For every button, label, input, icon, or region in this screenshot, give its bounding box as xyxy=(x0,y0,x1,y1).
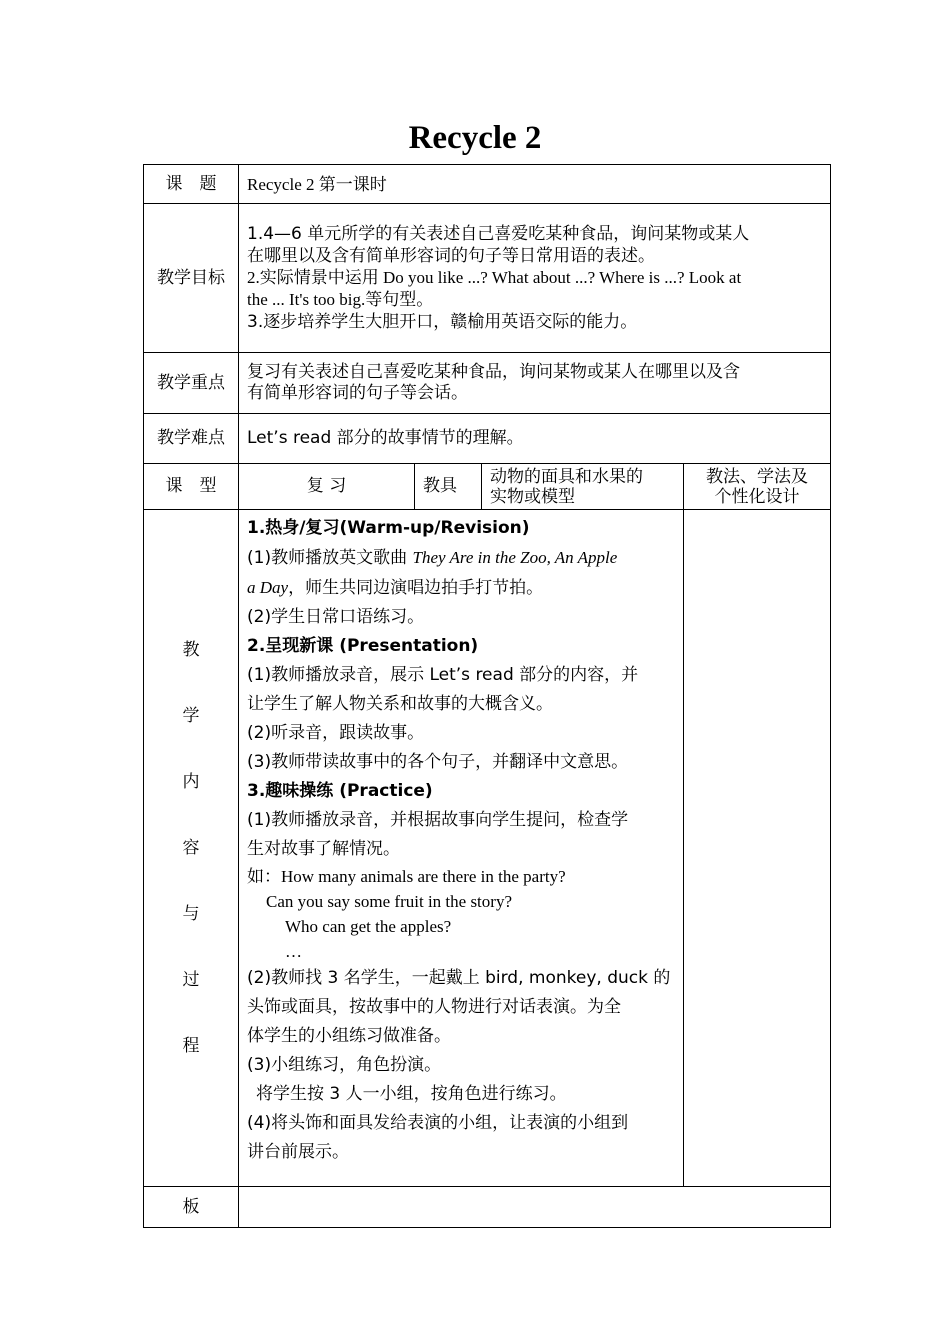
goal-line: 2.实际情景中运用 Do you like ...? What about ...? Where is ...? Look at xyxy=(247,268,742,287)
process-label-char: 过 xyxy=(182,970,200,990)
lesson-type-label: 课 型 xyxy=(144,464,239,510)
goal-line: 1.4—6 单元所学的有关表述自己喜爱吃某种食品，询问某物或某人 xyxy=(247,224,750,244)
goal-line: 在哪里以及含有简单形容词的句子等日常用语的表述。 xyxy=(247,246,655,266)
methods-header xyxy=(684,464,831,510)
section-title: 1.热身/复习(Warm-up/Revision) xyxy=(247,518,530,538)
goals-label: 教学目标 xyxy=(144,204,239,353)
key-point-line: 有简单形容词的句子等会话。 xyxy=(247,383,468,403)
process-line: (1)教师播放录音，展示 Let’s read 部分的内容，并 xyxy=(247,665,639,685)
process-line: 体学生的小组练习做准备。 xyxy=(247,1026,451,1046)
process-line: 头饰或面具，按故事中的人物进行对话表演。为全 xyxy=(247,997,621,1017)
process-label-char: 教 xyxy=(182,640,200,660)
song-title: They Are in the Zoo, An Apple xyxy=(412,548,618,567)
goal-line: 3.逐步培养学生大胆开口，赣榆用英语交际的能力。 xyxy=(247,312,638,332)
topic-row xyxy=(144,165,831,204)
process-label-char: 内 xyxy=(182,772,200,792)
tools-line: 实物或模型 xyxy=(490,486,575,507)
tools-line: 动物的面具和水果的 xyxy=(490,466,643,487)
example-line: … xyxy=(285,942,302,961)
process-line: 让学生了解人物关系和故事的大概含义。 xyxy=(247,694,553,714)
goals-value xyxy=(239,204,831,353)
goals-row xyxy=(144,204,831,353)
topic-value: Recycle 2 第一课时 xyxy=(239,165,831,204)
methods-line: 教法、学法及 xyxy=(706,466,808,487)
process-label-char: 与 xyxy=(182,904,200,924)
song-title: a Day xyxy=(247,578,289,597)
process-label xyxy=(144,510,239,1187)
process-line: (2)教师找 3 名学生，一起戴上 bird, monkey, duck 的 xyxy=(247,968,671,988)
process-label-char: 容 xyxy=(182,838,200,858)
difficulties-value: Let’s read 部分的故事情节的理解。 xyxy=(239,414,831,464)
tools-label: 教具 xyxy=(415,464,482,510)
key-points-row xyxy=(144,353,831,414)
process-line: (3)小组练习，角色扮演。 xyxy=(247,1055,442,1075)
process-line: (1)教师播放录音，并根据故事向学生提问，检查学 xyxy=(247,810,629,830)
lesson-type-row xyxy=(144,464,831,510)
example-line: 如：How many animals are there in the party? xyxy=(247,867,566,886)
process-label-char: 学 xyxy=(182,706,200,726)
process-line: (2)听录音，跟读故事。 xyxy=(247,723,425,743)
lesson-plan-table xyxy=(143,164,831,1228)
process-line: 生对故事了解情况。 xyxy=(247,839,400,859)
process-line: (4)将头饰和面具发给表演的小组，让表演的小组到 xyxy=(247,1113,629,1133)
process-label-char: 程 xyxy=(182,1036,200,1056)
topic-label: 课 题 xyxy=(144,165,239,204)
example-line: Can you say some fruit in the story? xyxy=(266,892,512,911)
key-points-value xyxy=(239,353,831,414)
process-content xyxy=(239,510,684,1187)
board-row xyxy=(144,1187,831,1228)
example-line: Who can get the apples? xyxy=(285,917,452,936)
section-title: 2.呈现新课 (Presentation) xyxy=(247,636,479,656)
process-line: 将学生按 3 人一小组，按角色进行练习。 xyxy=(256,1084,567,1104)
key-point-line: 复习有关表述自己喜爱吃某种食品，询问某物或某人在哪里以及含 xyxy=(247,362,740,382)
methods-cell xyxy=(684,510,831,1187)
methods-line: 个性化设计 xyxy=(714,486,800,507)
key-points-label: 教学重点 xyxy=(144,353,239,414)
board-label: 板 xyxy=(144,1187,239,1228)
process-line xyxy=(247,543,675,573)
process-row xyxy=(144,510,831,1187)
process-line: 讲台前展示。 xyxy=(247,1142,349,1162)
process-line: (3)教师带读故事中的各个句子，并翻译中文意思。 xyxy=(247,752,629,772)
section-title: 3.趣味操练 (Practice) xyxy=(247,781,433,801)
difficulties-row xyxy=(144,414,831,464)
process-line xyxy=(247,573,675,603)
lesson-type-value: 复 习 xyxy=(239,464,415,510)
goal-line: the ... It's too big.等句型。 xyxy=(247,290,434,309)
tools-value xyxy=(482,464,684,510)
board-content xyxy=(239,1187,831,1228)
process-text: (1)教师播放英文歌曲 xyxy=(247,548,413,568)
process-text: ，师生共同边演唱边拍手打节拍。 xyxy=(288,578,544,598)
difficulties-label: 教学难点 xyxy=(144,414,239,464)
process-line: (2)学生日常口语练习。 xyxy=(247,607,425,627)
page-title: Recycle 2 xyxy=(408,120,542,156)
